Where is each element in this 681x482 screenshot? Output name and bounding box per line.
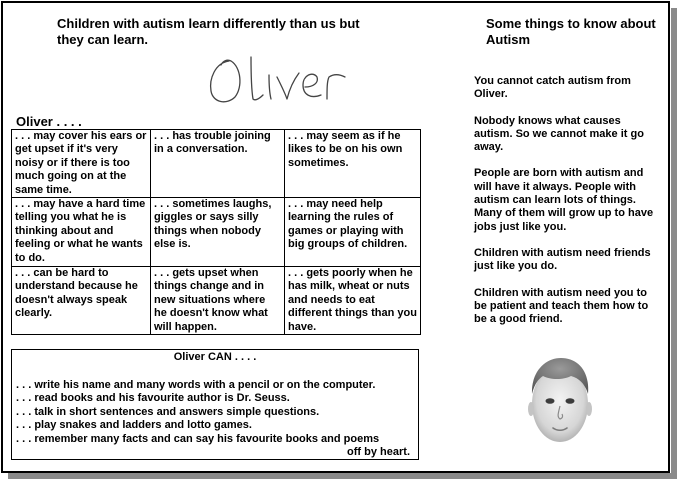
- abilities-box: [11, 349, 419, 460]
- table-cell: . . . gets upset when things change and in new situations where he doesn't know what will happen.: [151, 267, 285, 335]
- oliver-label: Oliver . . . .: [16, 114, 82, 129]
- list-item: . . . play snakes and ladders and lotto games.: [16, 419, 252, 431]
- list-item-continuation: off by heart.: [347, 446, 410, 458]
- table-row: [12, 130, 421, 198]
- abilities-title: Oliver CAN . . . .: [173, 351, 257, 363]
- page-shadow-bottom: [8, 473, 677, 479]
- fact-paragraph: You cannot catch autism from Oliver.: [474, 75, 631, 101]
- fact-paragraph: People are born with autism and will have it always. People with autism can learn lots of things. Many of them will grow up to have jobs just like you.: [474, 167, 654, 233]
- table-cell: . . . may need help learning the rules of games or playing with big groups of children.: [285, 198, 421, 267]
- traits-table: [11, 129, 421, 335]
- list-item: . . . write his name and many words with a pencil or on the computer.: [16, 378, 376, 391]
- fact-paragraph: Children with autism need you to be patient and teach them how to be a good friend.: [474, 286, 649, 326]
- list-item: . . . talk in short sentences and answers simple questions.: [16, 405, 320, 418]
- autism-facts: [474, 75, 654, 339]
- table-row: [12, 267, 421, 335]
- table-cell: . . . may seem as if he likes to be on his own sometimes.: [285, 130, 421, 198]
- table-cell: . . . gets poorly when he has milk, wheat or nuts and needs to eat different things than you have.: [285, 267, 421, 335]
- table-cell: . . . may cover his ears or get upset if it's very noisy or if there is too much going on at the same time.: [12, 130, 151, 198]
- handwritten-signature: [205, 53, 370, 111]
- fact-paragraph: Nobody knows what causes autism. So we cannot make it go away.: [474, 114, 644, 154]
- table-cell: . . . sometimes laughs, giggles or says silly things when nobody else is.: [151, 198, 285, 267]
- list-item: . . . remember many facts and can say his favourite books and poems: [16, 432, 380, 445]
- left-heading: Children with autism learn differently than us but they can learn.: [57, 16, 360, 47]
- right-heading: Some things to know about Autism: [486, 16, 656, 47]
- abilities-list: [16, 379, 418, 460]
- table-row: [12, 198, 421, 267]
- table-cell: . . . may have a hard time telling you what he is thinking about and feeling or what he wants to do.: [12, 198, 151, 267]
- fact-paragraph: Children with autism need friends just like you do.: [474, 246, 651, 273]
- page-shadow-right: [671, 8, 677, 478]
- table-cell: . . . can be hard to understand because he doesn't always speak clearly.: [12, 267, 151, 335]
- list-item: . . . read books and his favourite author is Dr. Seuss.: [16, 392, 290, 404]
- table-cell: . . . has trouble joining in a conversation.: [151, 130, 285, 198]
- child-photo: [527, 354, 593, 450]
